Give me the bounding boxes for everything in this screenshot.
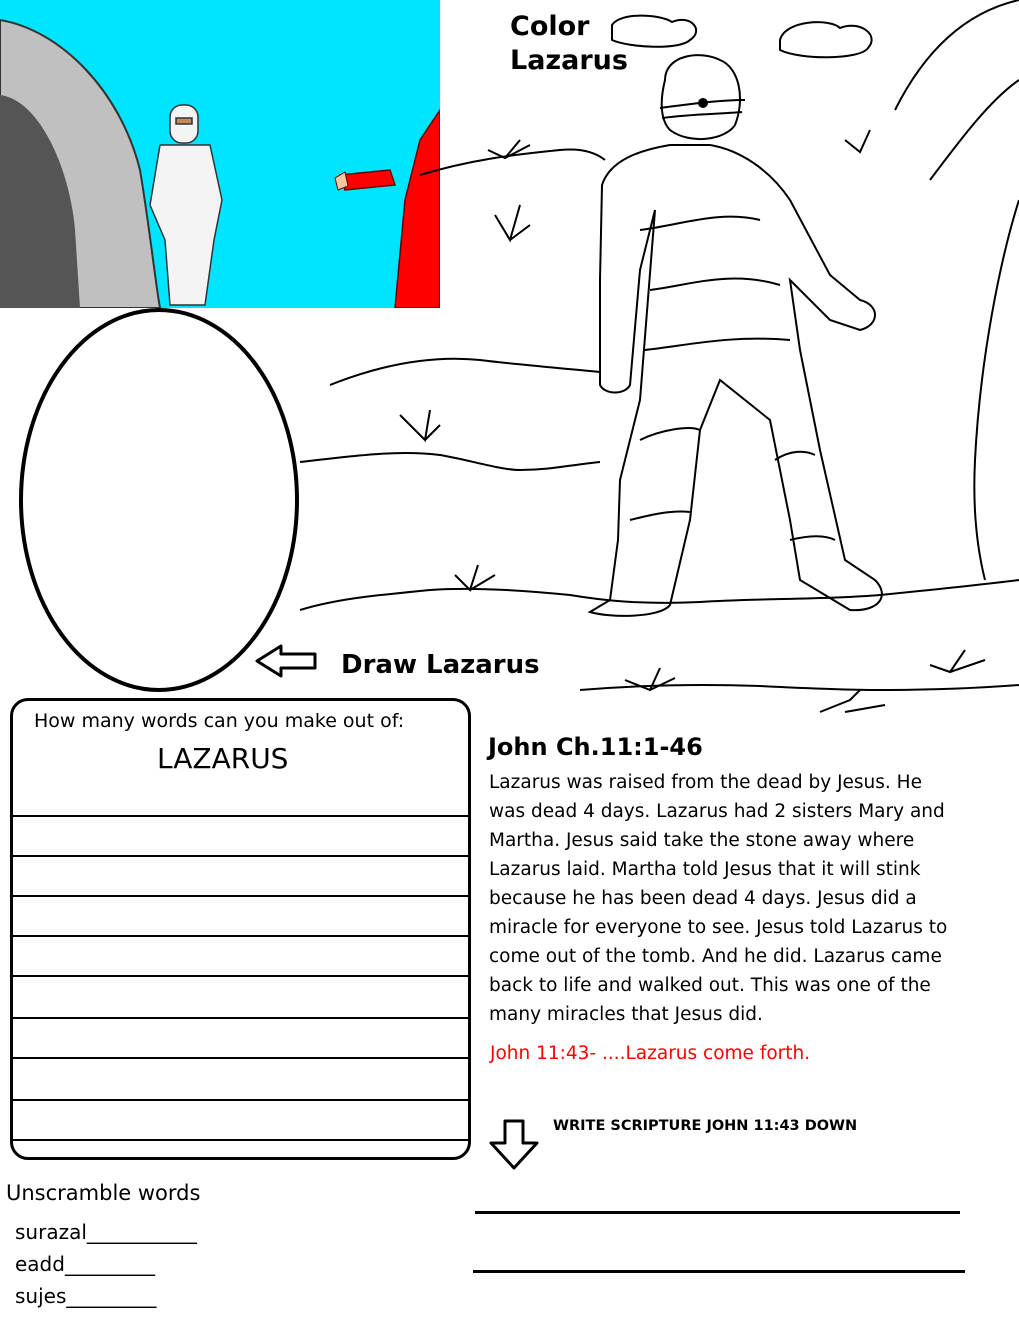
lazarus-head: [662, 55, 740, 139]
lazarus-eye: [699, 99, 707, 107]
grass-tuft: [455, 565, 495, 590]
draw-label: Draw Lazarus: [341, 650, 540, 680]
memory-verse: John 11:43- ....Lazarus come forth.: [490, 1043, 811, 1064]
grass-tuft: [400, 410, 440, 440]
writing-line[interactable]: [13, 935, 468, 937]
wrap-line: [630, 512, 690, 520]
story-line: many miracles that Jesus did.: [489, 1004, 763, 1025]
story-title: John Ch.11:1-46: [488, 733, 703, 761]
write-scripture-label: WRITE SCRIPTURE JOHN 11:43 DOWN: [553, 1118, 858, 1134]
story-line: miracle for everyone to see. Jesus told Lazarus to: [489, 917, 948, 938]
story-line: because he has been dead 4 days. Jesus did a: [489, 888, 917, 909]
wrap-line: [640, 428, 700, 440]
wrap-line: [650, 279, 780, 290]
grass-tuft: [930, 650, 985, 672]
story-line: back to life and walked out. This was one of the: [489, 975, 931, 996]
drawing-oval[interactable]: [0, 0, 300, 700]
wrap-line: [645, 339, 790, 350]
lazarus-body: [590, 145, 882, 616]
unscramble-item[interactable]: surazal___________: [15, 1220, 197, 1244]
color-instruction: [510, 10, 628, 78]
hill-line: [895, 0, 1019, 110]
hill-line: [974, 200, 1019, 580]
cloud-icon: [780, 22, 872, 57]
writing-line[interactable]: [13, 895, 468, 897]
story-text: [489, 768, 1009, 1029]
writing-line[interactable]: [13, 1099, 468, 1101]
wrap-line: [790, 536, 835, 540]
grass-tuft: [488, 140, 530, 158]
unscramble-title: Unscramble words: [6, 1181, 201, 1205]
grass-tuft: [845, 130, 870, 152]
story-line: was dead 4 days. Lazarus had 2 sisters Mary and: [489, 801, 945, 822]
ground-line: [330, 359, 600, 385]
unscramble-item[interactable]: eadd_________: [15, 1252, 155, 1276]
wrap-line: [775, 452, 815, 460]
scripture-writing-line[interactable]: [475, 1211, 960, 1214]
arrow-down-icon: [487, 1118, 541, 1172]
writing-line[interactable]: [13, 1057, 468, 1059]
unscramble-item[interactable]: sujes_________: [15, 1284, 157, 1308]
story-line: Lazarus was raised from the dead by Jesus. He: [489, 772, 922, 793]
writing-line[interactable]: [13, 815, 468, 817]
grass-tuft: [820, 690, 885, 712]
grass-tuft: [495, 205, 530, 240]
story-line: Martha. Jesus said take the stone away where: [489, 830, 915, 851]
word-game-word: LAZARUS: [157, 742, 289, 775]
scripture-writing-line[interactable]: [473, 1270, 965, 1273]
writing-line[interactable]: [13, 1139, 468, 1141]
story-line: Lazarus laid. Martha told Jesus that it will stink: [489, 859, 921, 880]
color-title-line1: Color: [510, 11, 590, 42]
word-game-question: How many words can you make out of:: [34, 710, 405, 732]
color-title-line2: Lazarus: [510, 45, 628, 76]
ground-line: [300, 580, 1019, 610]
story-line: come out of the tomb. And he did. Lazarus came: [489, 946, 942, 967]
writing-line[interactable]: [13, 1017, 468, 1019]
writing-line[interactable]: [13, 975, 468, 977]
hill-line: [930, 80, 1019, 180]
ground-line: [300, 453, 600, 470]
arrow-left-icon: [255, 643, 319, 679]
wrap-line: [662, 112, 742, 118]
wrap-line: [640, 217, 760, 230]
writing-line[interactable]: [13, 855, 468, 857]
